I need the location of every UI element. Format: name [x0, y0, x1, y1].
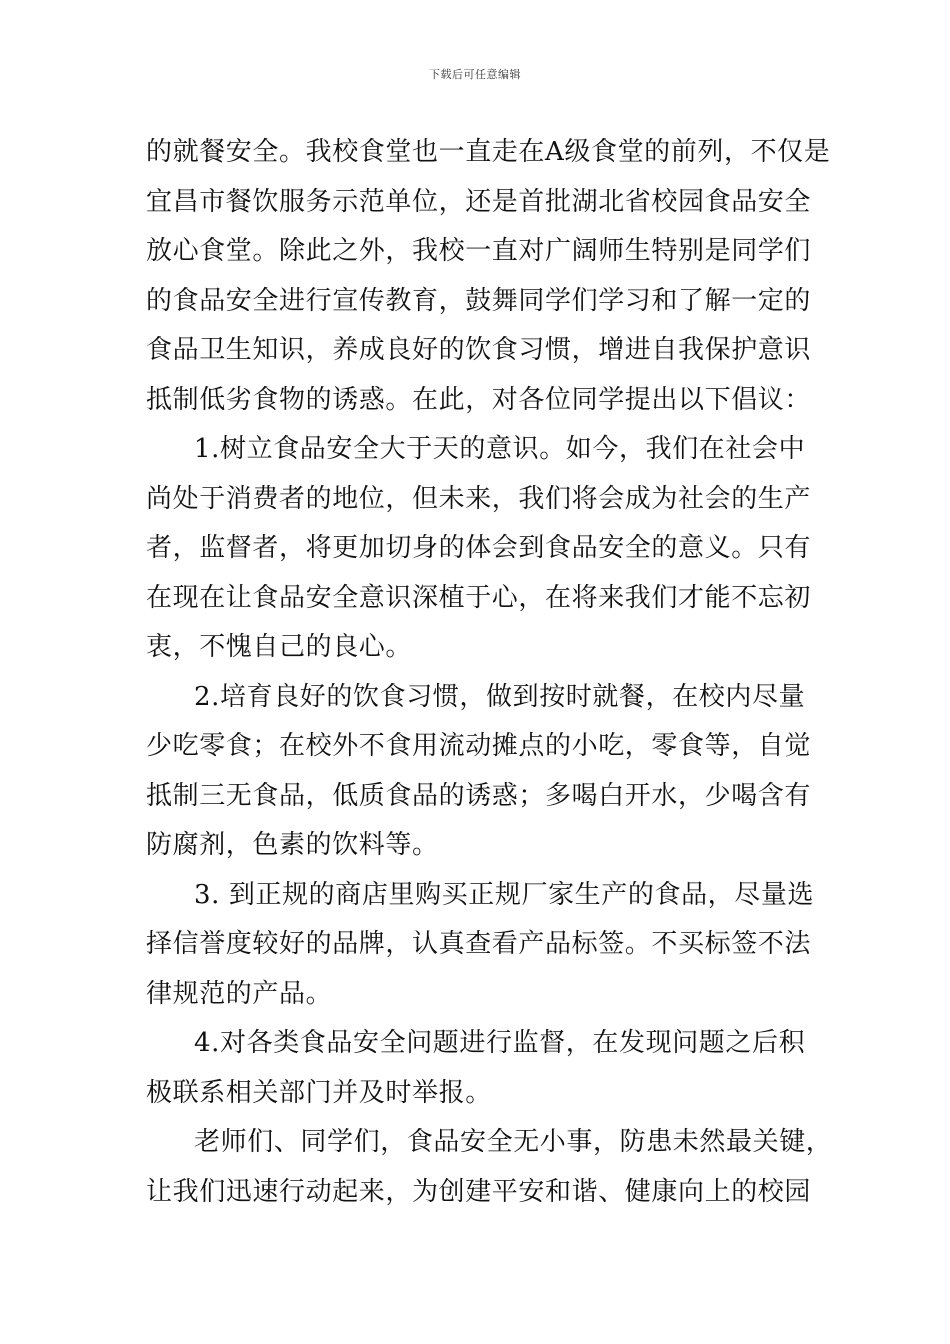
- page-header: 下载后可任意编辑: [429, 68, 521, 81]
- list-item-2: 2.培育良好的饮食习惯，做到按时就餐，在校内尽量: [194, 681, 806, 712]
- text-line: 防腐剂，色素的饮料等。: [146, 830, 439, 860]
- text-line: 极联系相关部门并及时举报。: [146, 1077, 492, 1108]
- text-line: 放心食堂。除此之外，我校一直对广阔师生特别是同学们: [146, 236, 812, 266]
- list-item-3: 3. 到正规的商店里购买正规厂家生产的食品，尽量选: [194, 879, 815, 910]
- list-item-1: 1.树立食品安全大于天的意识。如今，我们在社会中: [194, 434, 806, 464]
- text-line: 食品卫生知识，养成良好的饮食习惯，增进自我保护意识: [146, 335, 812, 365]
- text-line: 抵制三无食品，低质食品的诱惑；多喝白开水，少喝含有: [146, 780, 812, 811]
- text-line: 的食品安全进行宣传教育，鼓舞同学们学习和了解一定的: [146, 285, 812, 316]
- text-line: 抵制低劣食物的诱惑。在此，对各位同学提出以下倡议：: [146, 384, 812, 415]
- text-line: 的就餐安全。我校食堂也一直走在A级食堂的前列，不仅是: [146, 137, 831, 167]
- text-line: 择信誉度较好的品牌，认真查看产品标签。不买标签不法: [146, 929, 812, 959]
- text-line: 律规范的产品。: [146, 978, 333, 1009]
- text-line: 尚处于消费者的地位，但未来，我们将会成为社会的生产: [146, 483, 812, 514]
- text-line: 少吃零食；在校外不食用流动摊点的小吃，零食等，自觉: [146, 731, 812, 761]
- text-line: 者，监督者，将更加切身的体会到食品安全的意义。只有: [146, 533, 812, 563]
- closing-paragraph: 老师们、同学们，食品安全无小事，防患未然最关键，: [194, 1127, 833, 1157]
- text-line: 让我们迅速行动起来，为创建平安和谐、健康向上的校园: [146, 1176, 812, 1207]
- document-body: [146, 128, 833, 1217]
- list-item-4: 4.对各类食品安全问题进行监督，在发现问题之后积: [194, 1028, 806, 1058]
- text-line: 衷，不愧自己的良心。: [146, 632, 413, 662]
- text-line: 在现在让食品安全意识深植于心，在将来我们才能不忘初: [146, 582, 812, 613]
- text-line: 宜昌市餐饮服务示范单位，还是首批湖北省校园食品安全: [146, 186, 812, 217]
